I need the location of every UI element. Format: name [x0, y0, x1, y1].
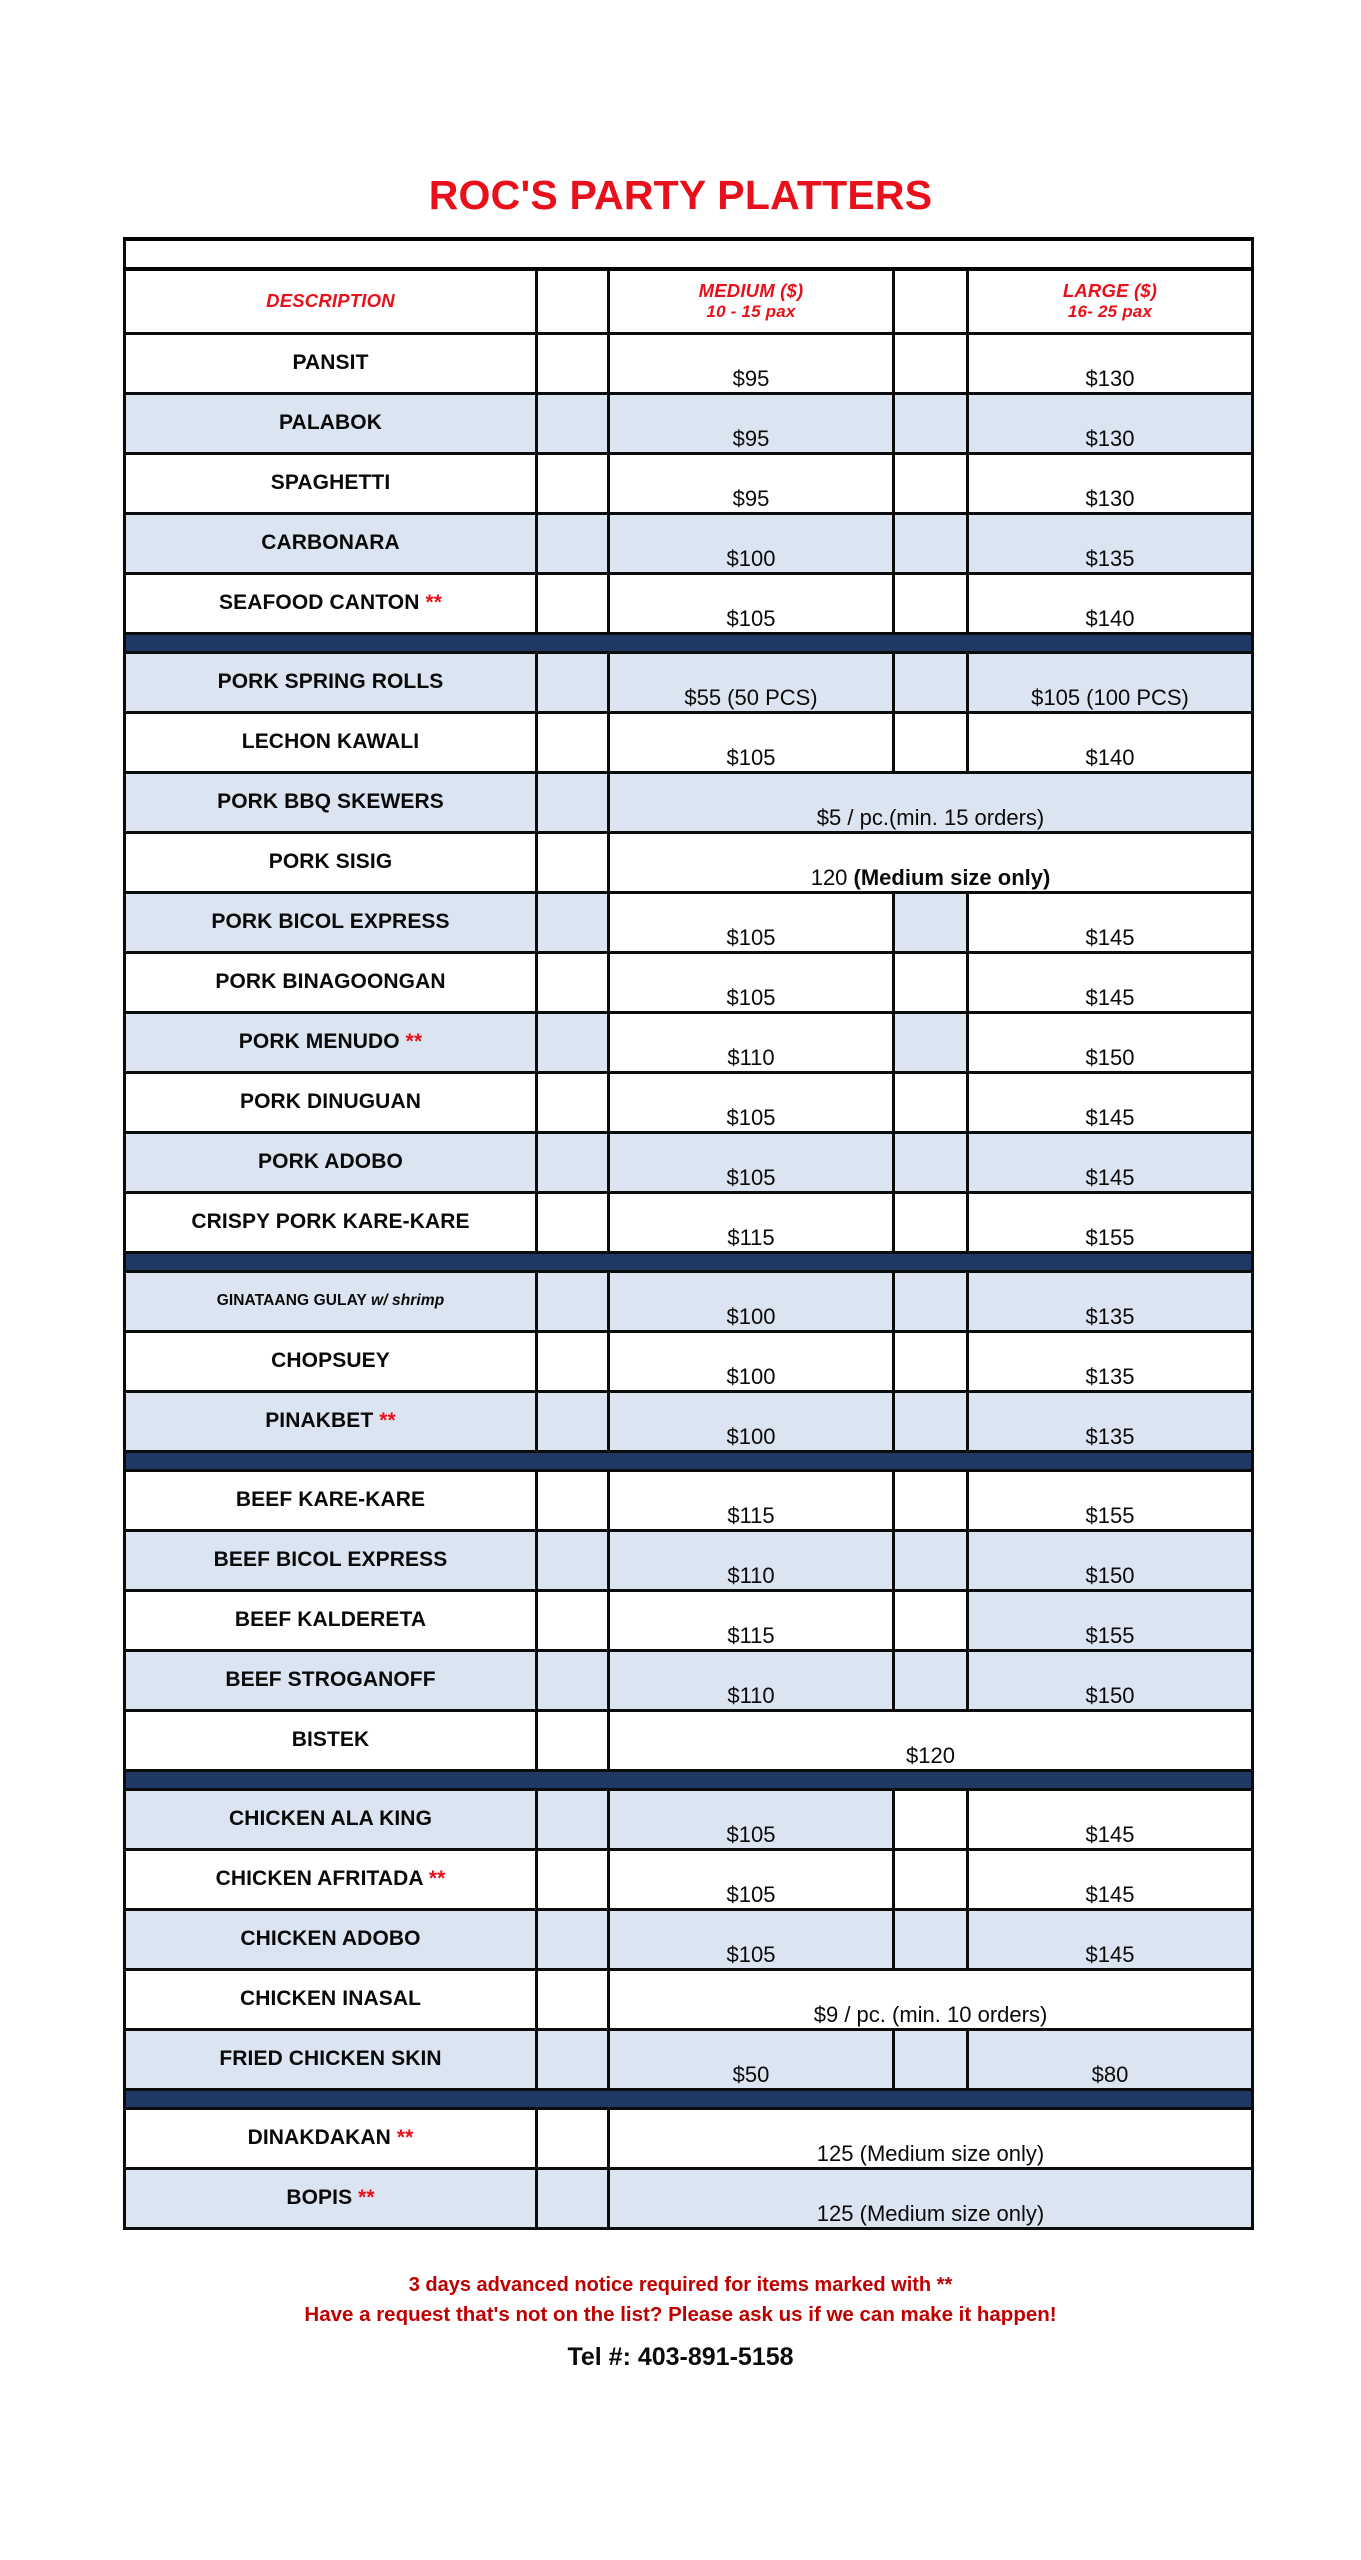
large-price-cell: $105 (100 PCS) — [968, 652, 1253, 712]
row-spacer-cell-1 — [537, 1271, 609, 1331]
item-name-text: SPAGHETTI — [270, 471, 391, 494]
row-spacer-cell-2 — [894, 1849, 968, 1909]
large-price-cell: $155 — [968, 1470, 1253, 1530]
item-name-cell — [125, 2029, 537, 2089]
row-spacer-cell-2 — [894, 1072, 968, 1132]
table-row — [125, 1391, 1253, 1451]
row-spacer-cell-1 — [537, 1909, 609, 1969]
medium-price-cell: $115 — [609, 1590, 894, 1650]
merged-price-cell: 125 (Medium size only) — [609, 2108, 1253, 2168]
large-price-cell: $135 — [968, 1271, 1253, 1331]
item-name-cell — [125, 1012, 537, 1072]
item-name-cell — [125, 1590, 537, 1650]
medium-price-cell: $105 — [609, 892, 894, 952]
medium-price-cell: $95 — [609, 393, 894, 453]
table-row — [125, 1331, 1253, 1391]
item-name-cell — [125, 393, 537, 453]
item-name-cell — [125, 1331, 537, 1391]
table-row — [125, 1192, 1253, 1252]
medium-price-cell: $110 — [609, 1530, 894, 1590]
table-row — [125, 2029, 1253, 2089]
row-spacer-cell-2 — [894, 1331, 968, 1391]
row-spacer-cell-1 — [537, 712, 609, 772]
item-name-cell — [125, 772, 537, 832]
merged-price-cell: $120 — [609, 1710, 1253, 1770]
item-name-cell — [125, 952, 537, 1012]
medium-price-cell: $105 — [609, 712, 894, 772]
table-row — [125, 1849, 1253, 1909]
table-row — [125, 1710, 1253, 1770]
asterisk-marker: ** — [399, 1030, 423, 1053]
row-spacer-cell-2 — [894, 1012, 968, 1072]
section-divider-vegetables — [125, 1252, 1253, 1271]
item-name-cell — [125, 1710, 537, 1770]
large-price-cell: $145 — [968, 1909, 1253, 1969]
table-row — [125, 712, 1253, 772]
asterisk-marker: ** — [373, 1409, 396, 1432]
item-name-cell — [125, 1132, 537, 1192]
medium-price-cell: $95 — [609, 453, 894, 513]
row-spacer-cell-1 — [537, 1849, 609, 1909]
row-spacer-cell-2 — [894, 1789, 968, 1849]
item-name-cell — [125, 2168, 537, 2228]
table-row — [125, 2168, 1253, 2228]
item-name-text: FRIED CHICKEN SKIN — [219, 2047, 442, 2070]
item-name-text: PORK SISIG — [268, 850, 393, 873]
table-row — [125, 393, 1253, 453]
row-spacer-cell-1 — [537, 1470, 609, 1530]
item-name-cell — [125, 333, 537, 393]
item-name-text: CHOPSUEY — [271, 1349, 390, 1372]
medium-price-cell: $100 — [609, 1391, 894, 1451]
item-name-cell — [125, 712, 537, 772]
table-row — [125, 1789, 1253, 1849]
table-row — [125, 652, 1253, 712]
large-price-cell: $145 — [968, 892, 1253, 952]
row-spacer-cell-1 — [537, 453, 609, 513]
large-price-cell: $135 — [968, 1391, 1253, 1451]
asterisk-marker: ** — [419, 591, 442, 614]
item-name-text: PORK BINAGOONGAN — [215, 970, 446, 993]
medium-price-cell: $105 — [609, 952, 894, 1012]
row-spacer-cell-2 — [894, 1391, 968, 1451]
row-spacer-cell-2 — [894, 1590, 968, 1650]
row-spacer-cell — [537, 1969, 609, 2029]
table-row — [125, 952, 1253, 1012]
item-name-text: CHICKEN ALA KING — [228, 1807, 433, 1830]
section-divider-bar — [125, 2089, 1253, 2108]
item-name-text: CRISPY PORK KARE-KARE — [191, 1210, 470, 1233]
section-divider-chicken — [125, 1770, 1253, 1789]
row-spacer-cell-1 — [537, 1789, 609, 1849]
table-row — [125, 453, 1253, 513]
table-row — [125, 1530, 1253, 1590]
merged-price-cell: $5 / pc.(min. 15 orders) — [609, 772, 1253, 832]
asterisk-marker: ** — [352, 2186, 375, 2209]
item-name-text: SEAFOOD CANTON — [218, 591, 420, 614]
large-price-cell: $155 — [968, 1590, 1253, 1650]
header-spacer-cell-1 — [537, 269, 609, 333]
asterisk-marker: ** — [422, 1867, 446, 1890]
row-spacer-cell-2 — [894, 333, 968, 393]
large-price-cell: $150 — [968, 1530, 1253, 1590]
row-spacer-cell-1 — [537, 1192, 609, 1252]
row-spacer-cell — [537, 832, 609, 892]
medium-price-cell: $100 — [609, 1271, 894, 1331]
large-price-cell: $135 — [968, 513, 1253, 573]
row-spacer-cell-2 — [894, 952, 968, 1012]
price-note: (Medium size only) — [853, 864, 1051, 890]
large-price-cell: $145 — [968, 1849, 1253, 1909]
item-name-cell — [125, 1271, 537, 1331]
table-row — [125, 832, 1253, 892]
row-spacer-cell-1 — [537, 1530, 609, 1590]
row-spacer-cell-2 — [894, 1271, 968, 1331]
row-spacer-cell-2 — [894, 453, 968, 513]
row-spacer-cell-2 — [894, 1132, 968, 1192]
table-row — [125, 1909, 1253, 1969]
row-spacer-cell-1 — [537, 1391, 609, 1451]
footer-telephone: Tel #: 403-891-5158 — [567, 2342, 794, 2371]
table-row — [125, 1590, 1253, 1650]
table-row — [125, 1072, 1253, 1132]
row-spacer-cell-1 — [537, 1331, 609, 1391]
item-name-text: CHICKEN ADOBO — [240, 1927, 421, 1950]
large-price-cell: $145 — [968, 1132, 1253, 1192]
row-spacer-cell-1 — [537, 952, 609, 1012]
section-divider-pork — [125, 633, 1253, 652]
item-name-cell — [125, 652, 537, 712]
item-name-text: PORK SPRING ROLLS — [217, 670, 444, 693]
merged-price-cell: 120 (Medium size only) — [609, 832, 1253, 892]
section-divider-bar — [125, 1451, 1253, 1470]
medium-price-cell: $100 — [609, 1331, 894, 1391]
row-spacer-cell-1 — [537, 1650, 609, 1710]
item-name-text: PORK MENUDO — [238, 1030, 400, 1053]
medium-price-cell: $105 — [609, 1072, 894, 1132]
merged-price-cell: 125 (Medium size only) — [609, 2168, 1253, 2228]
table-row — [125, 1271, 1253, 1331]
merged-price-cell: $9 / pc. (min. 10 orders) — [609, 1969, 1253, 2029]
item-name-text: CARBONARA — [261, 531, 400, 554]
page-title: ROC'S PARTY PLATTERS — [428, 172, 933, 218]
large-price-cell: $140 — [968, 573, 1253, 633]
medium-price-cell: $110 — [609, 1012, 894, 1072]
column-header-large: LARGE ($) 16- 25 pax — [968, 269, 1253, 333]
item-name-cell — [125, 1650, 537, 1710]
large-price-cell: $130 — [968, 333, 1253, 393]
row-spacer-cell-2 — [894, 1650, 968, 1710]
row-spacer-cell-1 — [537, 892, 609, 952]
item-name-text: CHICKEN AFRITADA — [215, 1867, 423, 1890]
row-spacer-cell-1 — [537, 652, 609, 712]
large-price-cell: $140 — [968, 712, 1253, 772]
footer — [0, 2270, 1361, 2372]
row-spacer-cell-1 — [537, 513, 609, 573]
medium-price-cell: $105 — [609, 1789, 894, 1849]
table-row — [125, 1650, 1253, 1710]
row-spacer-cell-2 — [894, 652, 968, 712]
row-spacer-cell-2 — [894, 393, 968, 453]
table-row — [125, 1470, 1253, 1530]
table-top-band — [125, 239, 1253, 269]
medium-price-cell: $105 — [609, 573, 894, 633]
large-price-cell: $130 — [968, 453, 1253, 513]
medium-price-cell: $115 — [609, 1470, 894, 1530]
item-name-text: BEEF KARE-KARE — [235, 1488, 426, 1511]
item-name-qualifier: w/ shrimp — [371, 1292, 445, 1309]
item-name-cell — [125, 1470, 537, 1530]
item-name-text: BEEF BICOL EXPRESS — [213, 1548, 448, 1571]
row-spacer-cell-2 — [894, 712, 968, 772]
row-spacer-cell-2 — [894, 2029, 968, 2089]
row-spacer-cell-2 — [894, 1530, 968, 1590]
medium-price-cell: $105 — [609, 1909, 894, 1969]
row-spacer-cell — [537, 772, 609, 832]
row-spacer-cell-1 — [537, 2029, 609, 2089]
item-name-text: PANSIT — [292, 351, 369, 374]
large-price-cell: $145 — [968, 952, 1253, 1012]
price-table-container — [123, 237, 1251, 2230]
item-name-text: PORK BBQ SKEWERS — [217, 790, 444, 813]
table-row — [125, 573, 1253, 633]
item-name-cell — [125, 1789, 537, 1849]
footer-request-line: Have a request that's not on the list? Please ask us if we can make it happen! — [304, 2303, 1057, 2326]
table-row — [125, 333, 1253, 393]
medium-price-cell: $115 — [609, 1192, 894, 1252]
medium-price-cell: $110 — [609, 1650, 894, 1710]
item-name-text: CHICKEN INASAL — [239, 1987, 422, 2010]
item-name-text: LECHON KAWALI — [241, 730, 420, 753]
row-spacer-cell — [537, 1710, 609, 1770]
large-price-cell: $145 — [968, 1072, 1253, 1132]
item-name-cell — [125, 1849, 537, 1909]
large-price-cell: $155 — [968, 1192, 1253, 1252]
table-top-band-cell — [125, 239, 1253, 269]
column-header-description: DESCRIPTION — [125, 269, 537, 333]
item-name-cell — [125, 1969, 537, 2029]
section-divider-bar — [125, 1252, 1253, 1271]
item-name-cell — [125, 2108, 537, 2168]
column-header-medium: MEDIUM ($) 10 - 15 pax — [609, 269, 894, 333]
section-divider-offal — [125, 2089, 1253, 2108]
medium-price-cell: $105 — [609, 1132, 894, 1192]
item-name-cell — [125, 1391, 537, 1451]
row-spacer-cell-1 — [537, 1012, 609, 1072]
section-divider-bar — [125, 633, 1253, 652]
item-name-text: PALABOK — [279, 411, 382, 434]
table-header-row — [125, 269, 1253, 333]
table-row — [125, 2108, 1253, 2168]
item-name-text: PORK DINUGUAN — [240, 1090, 421, 1113]
item-name-text: BISTEK — [291, 1728, 370, 1751]
item-name-cell — [125, 453, 537, 513]
row-spacer-cell-2 — [894, 1470, 968, 1530]
item-name-cell — [125, 1192, 537, 1252]
item-name-text: BEEF STROGANOFF — [225, 1668, 436, 1691]
section-divider-bar — [125, 1770, 1253, 1789]
item-name-text: PORK BICOL EXPRESS — [211, 910, 450, 933]
item-name-text: BEEF KALDERETA — [234, 1608, 427, 1631]
medium-price-cell: $95 — [609, 333, 894, 393]
item-name-text: GINATAANG GULAY — [216, 1292, 367, 1309]
large-price-cell: $130 — [968, 393, 1253, 453]
item-name-cell — [125, 1072, 537, 1132]
row-spacer-cell-1 — [537, 1590, 609, 1650]
medium-price-cell: $105 — [609, 1849, 894, 1909]
row-spacer-cell-2 — [894, 573, 968, 633]
table-row — [125, 513, 1253, 573]
row-spacer-cell-2 — [894, 513, 968, 573]
medium-price-cell: $55 (50 PCS) — [609, 652, 894, 712]
row-spacer-cell-1 — [537, 333, 609, 393]
item-name-text: PINAKBET — [265, 1409, 374, 1432]
row-spacer-cell-1 — [537, 1132, 609, 1192]
item-name-cell — [125, 1909, 537, 1969]
row-spacer-cell — [537, 2108, 609, 2168]
large-price-cell: $135 — [968, 1331, 1253, 1391]
row-spacer-cell-2 — [894, 1192, 968, 1252]
medium-price-cell: $100 — [609, 513, 894, 573]
row-spacer-cell-1 — [537, 573, 609, 633]
price-table-body — [125, 239, 1253, 2228]
large-price-cell: $150 — [968, 1012, 1253, 1072]
party-platters-price-table — [123, 237, 1254, 2230]
large-price-cell: $150 — [968, 1650, 1253, 1710]
item-name-cell — [125, 573, 537, 633]
row-spacer-cell-1 — [537, 393, 609, 453]
row-spacer-cell-2 — [894, 1909, 968, 1969]
header-spacer-cell-2 — [894, 269, 968, 333]
item-name-text: DINAKDAKAN — [247, 2126, 391, 2149]
item-name-cell — [125, 513, 537, 573]
item-name-cell — [125, 832, 537, 892]
medium-price-cell: $50 — [609, 2029, 894, 2089]
footer-notice-line: 3 days advanced notice required for items marked with ** — [408, 2274, 953, 2296]
table-row — [125, 1012, 1253, 1072]
large-price-cell: $80 — [968, 2029, 1253, 2089]
item-name-cell — [125, 892, 537, 952]
item-name-text: PORK ADOBO — [258, 1150, 403, 1173]
asterisk-marker: ** — [390, 2126, 414, 2149]
item-name-text: BOPIS — [286, 2186, 353, 2209]
table-row — [125, 1969, 1253, 2029]
row-spacer-cell-1 — [537, 1072, 609, 1132]
section-divider-beef — [125, 1451, 1253, 1470]
table-row — [125, 892, 1253, 952]
table-row — [125, 1132, 1253, 1192]
table-row — [125, 772, 1253, 832]
row-spacer-cell — [537, 2168, 609, 2228]
row-spacer-cell-2 — [894, 892, 968, 952]
item-name-cell — [125, 1530, 537, 1590]
large-price-cell: $145 — [968, 1789, 1253, 1849]
